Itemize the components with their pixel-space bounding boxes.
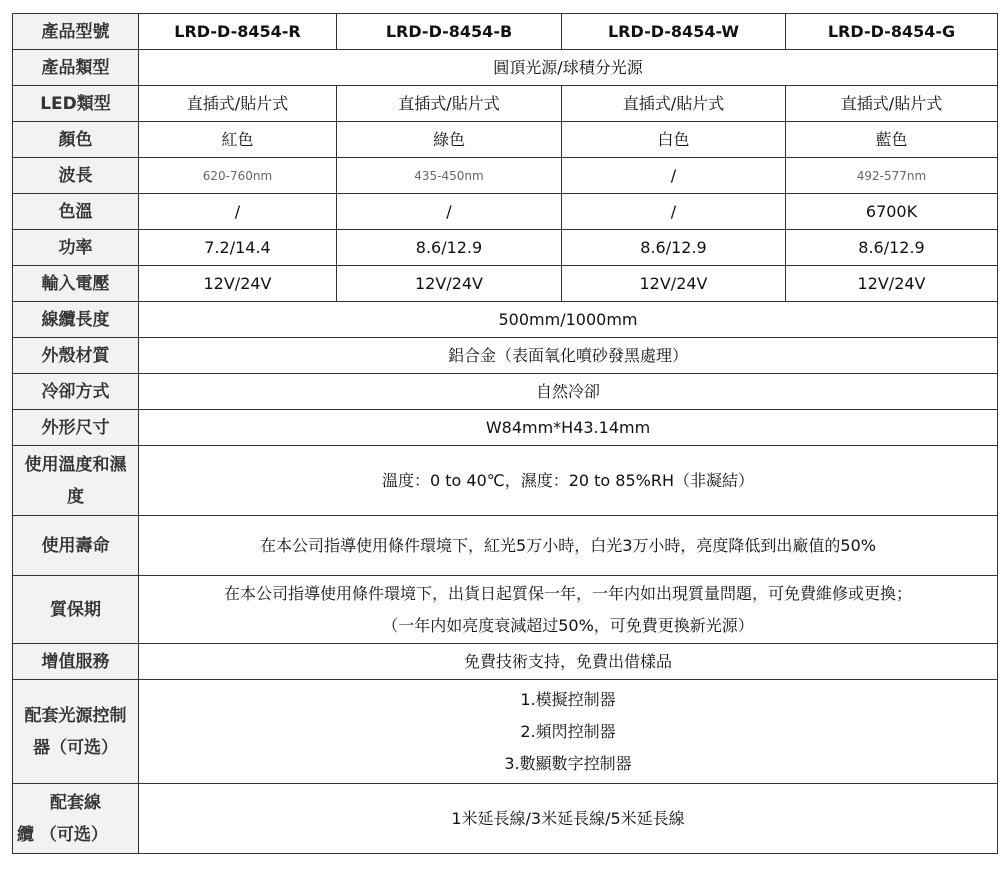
row-led [13, 86, 998, 122]
warranty-line-1: 在本公司指導使用條件環境下，出貨日起質保一年，一年内如出現質量問題，可免費維修或更換； [223, 583, 912, 603]
color-b: 綠色 [337, 122, 562, 158]
row-type [13, 50, 998, 86]
row-controller [13, 680, 998, 784]
controller-item: 3.數顯數字控制器 [504, 753, 632, 773]
value-life: 在本公司指導使用條件環境下，紅光5万小時，白光3万小時，亮度降低到出廠值的50% [139, 516, 998, 576]
row-env [13, 446, 998, 516]
power-w: 8.6/12.9 [562, 230, 786, 266]
row-voltage [13, 266, 998, 302]
power-g: 8.6/12.9 [786, 230, 998, 266]
label-cable-opt-line-1: 配套線 [50, 792, 101, 813]
label-controller-line-1: 配套光源控制 [24, 705, 127, 726]
row-service [13, 644, 998, 680]
value-cooling: 自然冷卻 [139, 374, 998, 410]
led-r: 直插式/貼片式 [139, 86, 337, 122]
color-w: 白色 [562, 122, 786, 158]
row-shell [13, 338, 998, 374]
label-model: 產品型號 [13, 14, 139, 50]
value-controller [139, 680, 998, 784]
voltage-r: 12V/24V [139, 266, 337, 302]
value-cable: 500mm/1000mm [139, 302, 998, 338]
color-g: 藍色 [786, 122, 998, 158]
label-size: 外形尺寸 [13, 410, 139, 446]
row-model [13, 14, 998, 50]
label-led: LED類型 [13, 86, 139, 122]
model-w: LRD-D-8454-W [562, 14, 786, 50]
power-b: 8.6/12.9 [337, 230, 562, 266]
warranty-line-2: （一年内如亮度衰減超过50%，可免費更換新光源） [382, 615, 754, 635]
row-power [13, 230, 998, 266]
label-temp: 色溫 [13, 194, 139, 230]
model-r: LRD-D-8454-R [139, 14, 337, 50]
label-voltage: 輸入電壓 [13, 266, 139, 302]
power-r: 7.2/14.4 [139, 230, 337, 266]
label-cable-opt [13, 784, 139, 854]
led-b: 直插式/貼片式 [337, 86, 562, 122]
label-controller-line-2: 器（可选） [33, 737, 118, 758]
row-temp [13, 194, 998, 230]
color-r: 紅色 [139, 122, 337, 158]
wavelength-w: / [562, 158, 786, 194]
value-env: 溫度：0 to 40℃，濕度：20 to 85%RH（非凝結） [139, 446, 998, 516]
voltage-w: 12V/24V [562, 266, 786, 302]
spec-table [12, 13, 998, 854]
row-size [13, 410, 998, 446]
label-life: 使用壽命 [13, 516, 139, 576]
temp-w: / [562, 194, 786, 230]
row-life [13, 516, 998, 576]
label-warranty: 質保期 [13, 576, 139, 644]
label-env [13, 446, 139, 516]
value-warranty [139, 576, 998, 644]
value-service: 免費技術支持，免費出借樣品 [139, 644, 998, 680]
label-cable: 線纜長度 [13, 302, 139, 338]
row-cable [13, 302, 998, 338]
wavelength-g: 492-577nm [786, 158, 998, 194]
row-warranty [13, 576, 998, 644]
label-service: 增值服務 [13, 644, 139, 680]
voltage-b: 12V/24V [337, 266, 562, 302]
voltage-g: 12V/24V [786, 266, 998, 302]
value-shell: 鋁合金（表面氧化噴砂發黑處理） [139, 338, 998, 374]
wavelength-b: 435-450nm [337, 158, 562, 194]
model-b: LRD-D-8454-B [337, 14, 562, 50]
led-w: 直插式/貼片式 [562, 86, 786, 122]
led-g: 直插式/貼片式 [786, 86, 998, 122]
model-g: LRD-D-8454-G [786, 14, 998, 50]
row-color [13, 122, 998, 158]
label-wavelength: 波長 [13, 158, 139, 194]
row-wavelength [13, 158, 998, 194]
value-cable-opt: 1米延長線/3米延長線/5米延長線 [139, 784, 998, 854]
row-cooling [13, 374, 998, 410]
temp-g: 6700K [786, 194, 998, 230]
value-size: W84mm*H43.14mm [139, 410, 998, 446]
label-color: 顏色 [13, 122, 139, 158]
label-power: 功率 [13, 230, 139, 266]
temp-r: / [139, 194, 337, 230]
wavelength-r: 620-760nm [139, 158, 337, 194]
label-cable-opt-line-2: 纜 （可选） [17, 824, 108, 845]
label-type: 產品類型 [13, 50, 139, 86]
controller-item: 2.頻閃控制器 [520, 721, 616, 741]
label-env-line-1: 使用溫度和濕 [24, 454, 127, 475]
controller-item: 1.模擬控制器 [520, 689, 616, 709]
temp-b: / [337, 194, 562, 230]
label-controller [13, 680, 139, 784]
label-env-line-2: 度 [67, 486, 84, 507]
value-type: 圓頂光源/球積分光源 [139, 50, 998, 86]
label-cooling: 冷卻方式 [13, 374, 139, 410]
label-shell: 外殼材質 [13, 338, 139, 374]
row-cable-opt [13, 784, 998, 854]
